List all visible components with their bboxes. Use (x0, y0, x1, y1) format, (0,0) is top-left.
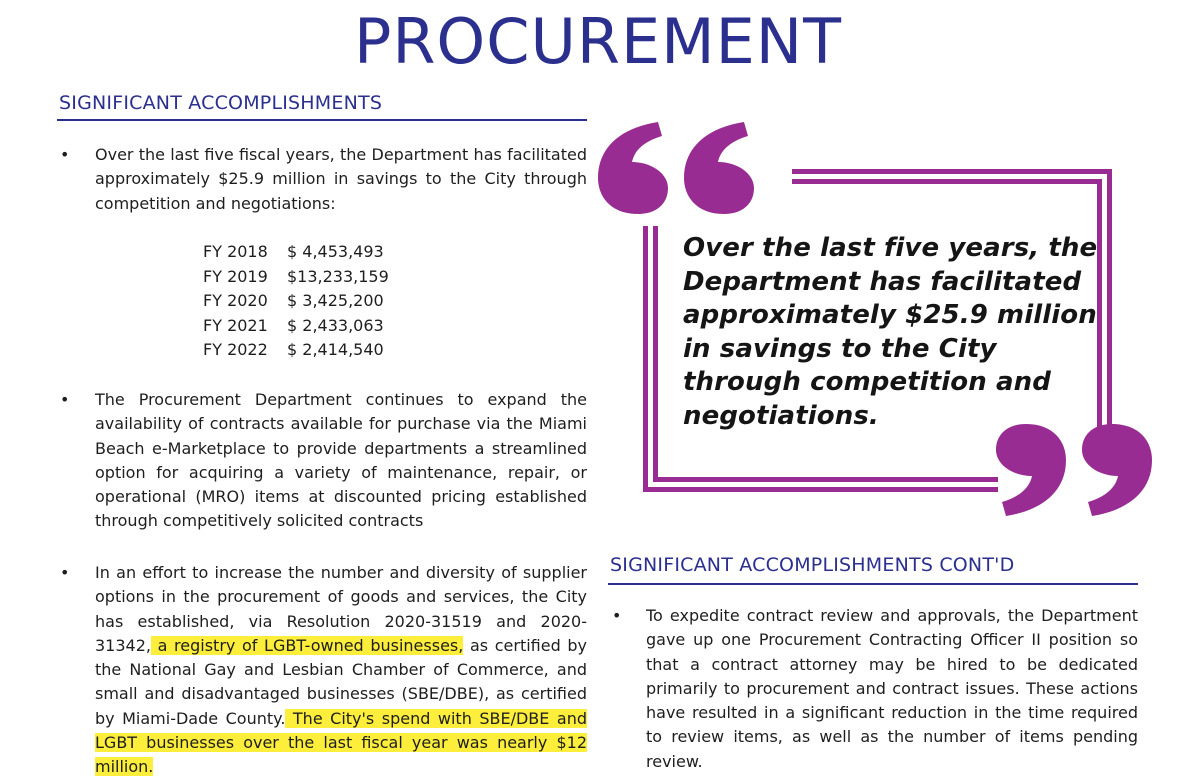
highlighted-spend-text: The City's spend with SBE/DBE and LGBT businesses over the last fiscal year was nearly $12 million. (95, 708, 587, 777)
savings-amount: $13,233,159 (287, 266, 389, 286)
bullet-marker: • (60, 145, 70, 164)
savings-amount: $ 3,425,200 (287, 291, 384, 311)
diversity-text-part2: as certified by the National Gay and Lesbian Chamber of Commerce, and small and disadvantaged businesses (SBE/DBE), as certified by Miami-Dade County. (95, 635, 587, 728)
savings-row (203, 240, 389, 265)
savings-amount: $ 2,414,540 (287, 340, 384, 360)
frame-line (643, 226, 648, 492)
savings-amount: $ 2,433,063 (287, 315, 384, 335)
frame-line (643, 487, 998, 492)
section-heading-accomplishments: SIGNIFICANT ACCOMPLISHMENTS (59, 92, 383, 114)
accomplishment-emarketplace-text: The Procurement Department continues to expand the availability of contracts available for purchase via the Miami Beach e-Marketplace to provide departments a streamlined option for acquiring a variety of maintenance, repair, or operational (MRO) items at discounted pricing established through competitively solicited contracts (95, 390, 587, 531)
savings-year: FY 2018 (203, 242, 268, 261)
savings-row (203, 265, 389, 290)
savings-year: FY 2022 (203, 340, 268, 360)
accomplishment-savings-text: Over the last five fiscal years, the Department has facilitated approximately $25.9 million in savings to the City through competition and negotiations: (95, 145, 587, 213)
page-title: PROCUREMENT (353, 5, 843, 78)
savings-row (203, 338, 389, 363)
accomplishment-contract-review-text: To expedite contract review and approvals, the Department gave up one Procurement Contracting Officer II position so that a contract attorney may be hired to be dedicated primarily to procurement and contract issues. These actions have resulted in a significant reduction in the time required to review items, as well as the number of items pending review. (646, 606, 1138, 771)
section-heading-accomplishments-contd: SIGNIFICANT ACCOMPLISHMENTS CONT'D (610, 554, 1015, 576)
frame-line (653, 226, 658, 482)
close-quote-icon (996, 424, 1152, 524)
frame-line (1107, 169, 1112, 429)
heading-divider (57, 119, 587, 121)
frame-line (653, 477, 998, 482)
savings-year: FY 2019 (203, 266, 268, 286)
frame-line (792, 169, 1112, 174)
bullet-marker: • (60, 390, 70, 409)
savings-year: FY 2021 (203, 315, 268, 335)
accomplishment-diversity-text (95, 561, 587, 780)
savings-table (203, 240, 389, 363)
savings-row (203, 289, 389, 314)
bullet-marker: • (612, 606, 622, 625)
diversity-text-part1: In an effort to increase the number and diversity of supplier options in the procurement of goods and services, the City has established, via Resolution 2020-31519 and 2020-31342, (95, 563, 587, 655)
savings-row (203, 314, 389, 339)
highlighted-registry-text: a registry of LGBT-owned businesses, (150, 635, 464, 655)
savings-amount: $ 4,453,493 (287, 242, 384, 261)
bullet-marker: • (60, 563, 70, 582)
callout-quote-text: Over the last five years, the Department has facilitated approximately $25.9 million in savings to the City through competition and negotiations. (683, 233, 1098, 431)
frame-line (792, 179, 1102, 184)
open-quote-icon (598, 122, 762, 222)
savings-year: FY 2020 (203, 291, 268, 311)
heading-divider (608, 583, 1138, 585)
